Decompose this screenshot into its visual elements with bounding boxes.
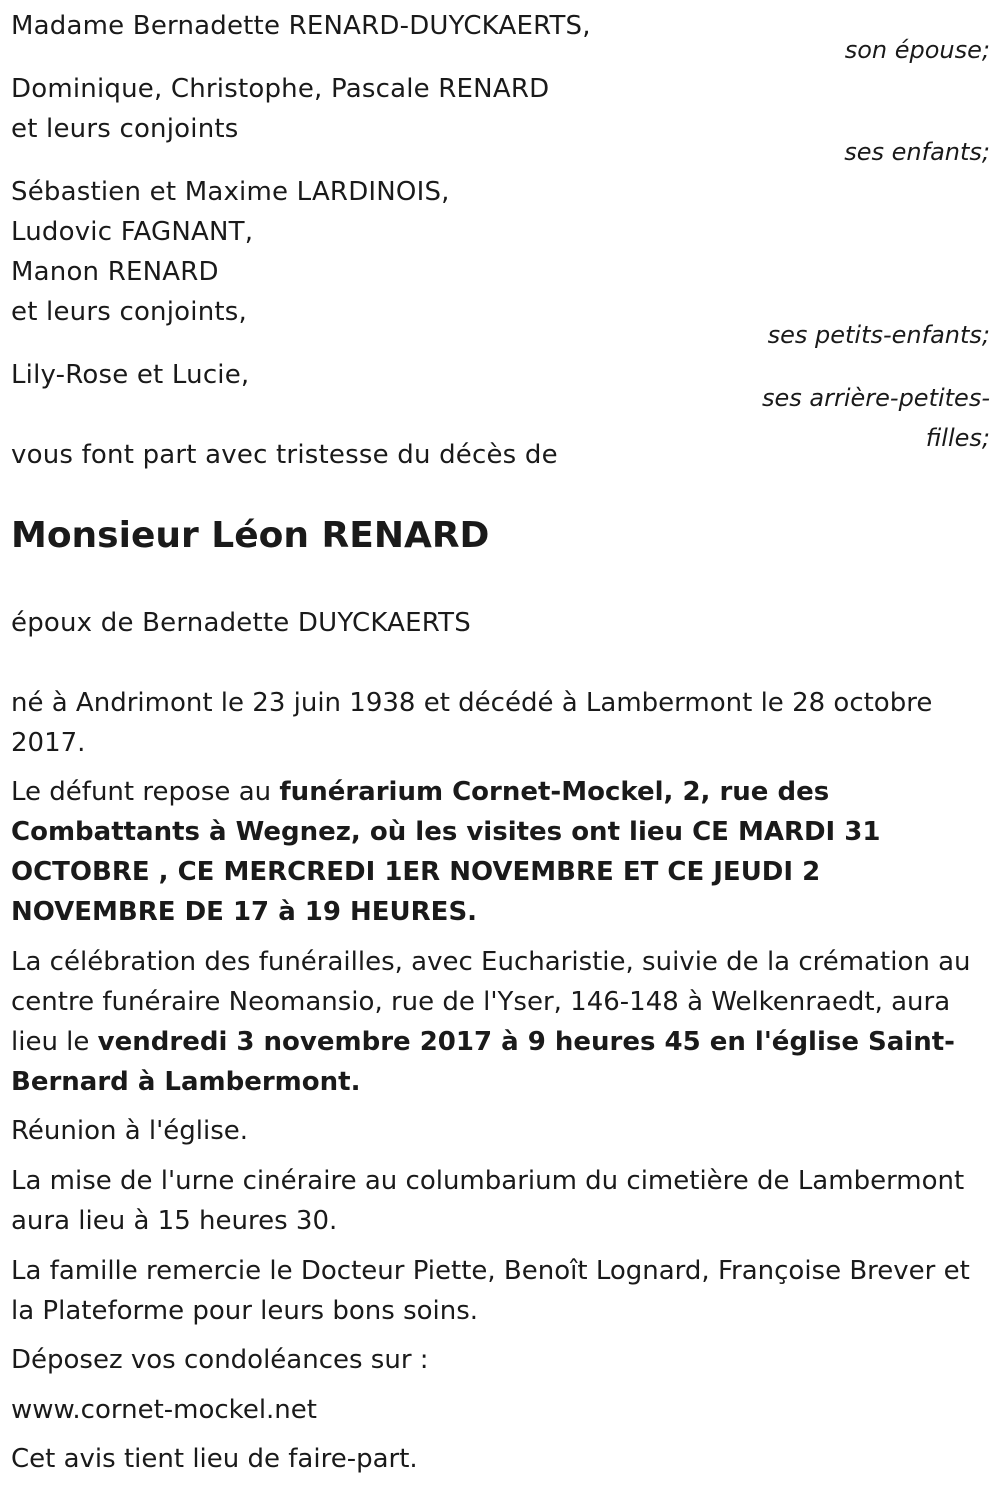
children-line-1: Dominique, Christophe, Pascale RENARD (11, 74, 550, 104)
grandchildren-line-1: Sébastien et Maxime LARDINOIS, (11, 177, 450, 207)
thanks-paragraph: La famille remercie le Docteur Piette, Benoît Lognard, Françoise Brever et la Plateforme pour leurs bons soins. (11, 1256, 970, 1326)
spouse-of-line: époux de Bernadette DUYCKAERTS (11, 608, 471, 638)
greatgrandchildren-line: Lily-Rose et Lucie, (11, 360, 250, 390)
rest-intro-text: Le défunt repose au (11, 777, 280, 807)
spouse-role: son épouse; (844, 36, 990, 64)
meeting-paragraph: Réunion à l'église. (11, 1116, 249, 1146)
children-role: ses enfants; (844, 138, 990, 166)
funeral-bold-text: vendredi 3 novembre 2017 à 9 heures 45 en l'église Saint-Bernard à Lambermont. (11, 1027, 955, 1097)
deceased-name: Monsieur Léon RENARD (11, 515, 490, 556)
website-link[interactable]: www.cornet-mockel.net (11, 1395, 317, 1425)
greatgrandchildren-role-line-1: ses arrière-petites- (762, 384, 990, 412)
grandchildren-line-2: Ludovic FAGNANT, (11, 217, 254, 247)
children-line-2: et leurs conjoints (11, 114, 239, 144)
funeral-intro-text: La célébration des funérailles, avec Eucharistie, suivie de la crémation au centre funéraire Neomansio, rue de l'Yser, 146-148 à Welkenraedt, aura lieu le (11, 947, 971, 1057)
birth-death-paragraph: né à Andrimont le 23 juin 1938 et décédé à Lambermont le 28 octobre 2017. (11, 688, 933, 758)
funeral-paragraph (11, 942, 971, 1102)
greatgrandchildren-role-line-2: filles; (925, 424, 990, 452)
spouse-line: Madame Bernadette RENARD-DUYCKAERTS, (11, 11, 591, 41)
urn-paragraph: La mise de l'urne cinéraire au columbarium du cimetière de Lambermont aura lieu à 15 heures 30. (11, 1166, 965, 1236)
grandchildren-line-4: et leurs conjoints, (11, 297, 247, 327)
condolences-paragraph: Déposez vos condoléances sur : (11, 1345, 429, 1375)
announcement-line: vous font part avec tristesse du décès de (11, 440, 558, 470)
rest-paragraph (11, 772, 971, 932)
notice-paragraph: Cet avis tient lieu de faire-part. (11, 1444, 418, 1474)
rest-bold-text: funérarium Cornet-Mockel, 2, rue des Combattants à Wegnez, où les visites ont lieu CE MARDI 31 OCTOBRE , CE MERCREDI 1ER NOVEMBRE ET CE JEUDI 2 NOVEMBRE DE 17 à 19 HEURES. (11, 777, 881, 927)
grandchildren-role: ses petits-enfants; (767, 321, 990, 349)
grandchildren-line-3: Manon RENARD (11, 257, 219, 287)
